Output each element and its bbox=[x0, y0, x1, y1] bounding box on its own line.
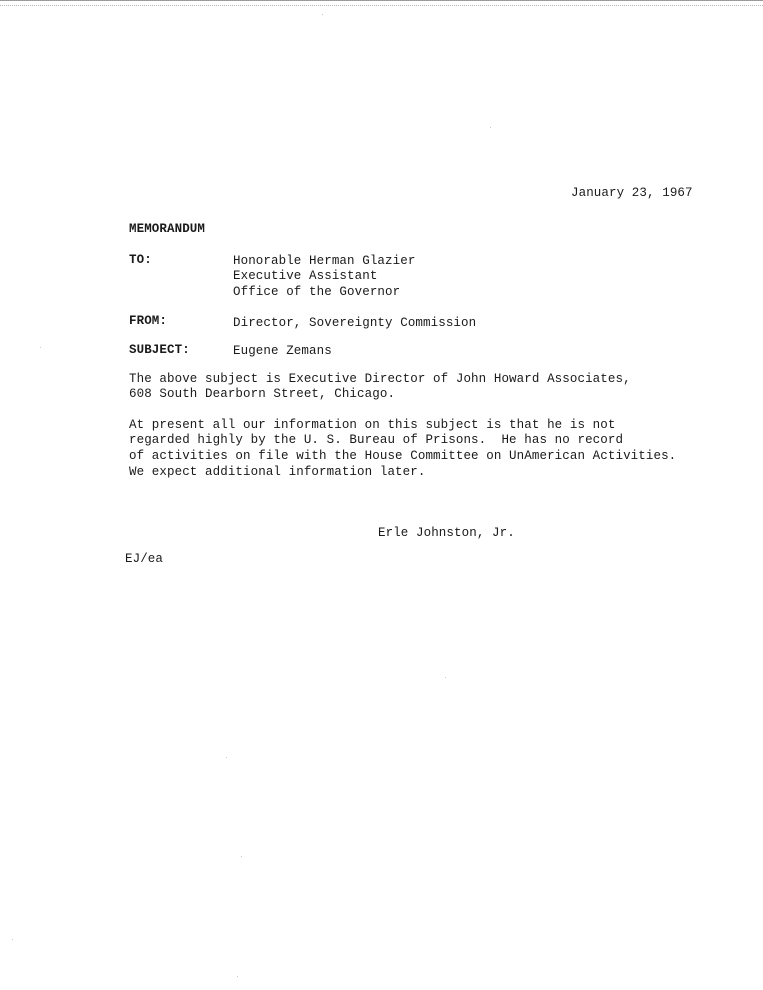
body-paragraph-2-line-4: We expect additional information later. bbox=[129, 465, 426, 479]
signature: Erle Johnston, Jr. bbox=[378, 526, 515, 540]
paper-speck bbox=[322, 14, 323, 15]
from-value: Director, Sovereignty Commission bbox=[233, 316, 477, 330]
memo-heading: MEMORANDUM bbox=[129, 222, 206, 236]
paper-speck bbox=[241, 856, 242, 857]
paper-speck bbox=[237, 976, 238, 977]
paper-speck bbox=[12, 939, 13, 940]
paper-speck bbox=[490, 127, 491, 128]
body-paragraph-2-line-1: At present all our information on this subject is that he is not bbox=[129, 418, 616, 432]
body-paragraph-2-line-3: of activities on file with the House Committee on UnAmerican Activities. bbox=[129, 449, 677, 463]
to-label: TO: bbox=[129, 253, 152, 267]
page-top-edge bbox=[0, 0, 763, 6]
body-paragraph-2-line-2: regarded highly by the U. S. Bureau of Prisons. He has no record bbox=[129, 433, 624, 447]
body-paragraph-1-line-2: 608 South Dearborn Street, Chicago. bbox=[129, 387, 396, 401]
memo-date: January 23, 1967 bbox=[571, 186, 693, 200]
subject-value: Eugene Zemans bbox=[233, 344, 332, 358]
paper-speck bbox=[226, 757, 227, 758]
subject-label: SUBJECT: bbox=[129, 343, 190, 357]
body-paragraph-1-line-1: The above subject is Executive Director of John Howard Associates, bbox=[129, 372, 631, 386]
paper-speck bbox=[445, 677, 446, 678]
to-line-3: Office of the Governor bbox=[233, 285, 401, 299]
paper-speck bbox=[40, 347, 41, 348]
typist-initials: EJ/ea bbox=[125, 552, 164, 566]
from-label: FROM: bbox=[129, 314, 168, 328]
to-line-1: Honorable Herman Glazier bbox=[233, 254, 416, 268]
to-line-2: Executive Assistant bbox=[233, 269, 378, 283]
